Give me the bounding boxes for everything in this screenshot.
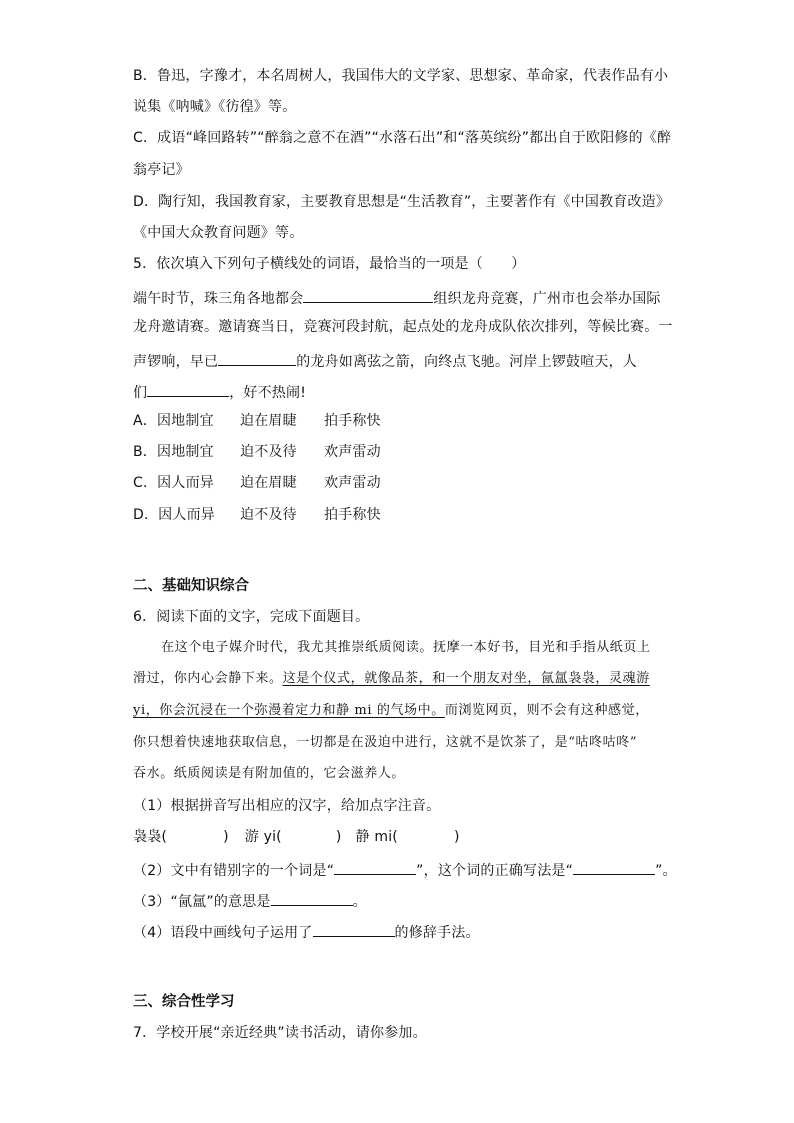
q5-option-label: A．因地制宜 (133, 413, 214, 429)
passage-line2 (133, 669, 650, 689)
underlined-sentence: 这是个仪式，就像品茶，和一个朋友对坐，氤氲袅袅，灵魂游 (282, 671, 650, 686)
q6-sub4-text: 的修辞手法。 (394, 925, 480, 941)
q5-text-segment: 们 (133, 385, 148, 401)
paren-close: ) (223, 829, 229, 845)
q5-option-word3: 拍手称快 (324, 507, 381, 523)
q4-option-c-line2: 翁亭记》 (133, 162, 190, 178)
q5-text-segment: ，好不热闹! (229, 385, 307, 401)
passage-line5: 吞水。纸质阅读是有附加值的，它会滋养人。 (133, 766, 406, 781)
q5-option-word2: 迫不及待 (240, 444, 297, 460)
q5-option-b[interactable] (133, 442, 381, 462)
q6-sub3-text: 。 (352, 894, 367, 910)
paren-close: ) (453, 829, 460, 845)
passage-line3 (133, 701, 649, 721)
q6-sub1-items (133, 827, 460, 847)
q6-sub2-blank-correct[interactable] (573, 858, 655, 875)
q6-stem: 6．阅读下面的文字，完成下面题目。 (133, 609, 370, 625)
q5-option-word2: 迫在眉睫 (240, 475, 297, 491)
q5-passage-line3 (133, 349, 637, 372)
q5-option-word3: 欢声雷动 (324, 444, 381, 460)
q5-option-word3: 欢声雷动 (324, 475, 381, 491)
q5-option-word2: 迫在眉睫 (240, 413, 297, 429)
item-jing-mi: 静 mi( (355, 829, 398, 845)
passage-line4: 你只想着快速地获取信息，一切都是在汲迫中进行，这就不是饮茶了，是“咕咚咕咚” (133, 735, 638, 750)
q5-option-c[interactable] (133, 473, 381, 493)
paren-close: ) (335, 829, 342, 845)
q4-option-d-line1: D．陶行知，我国教育家，主要教育思想是“生活教育”，主要著作有《中国教育改造》 (133, 194, 671, 210)
q5-passage-line4 (133, 380, 306, 403)
q6-sub1: （1）根据拼音写出相应的汉字，给加点字注音。 (133, 798, 441, 814)
q6-sub4 (133, 920, 480, 943)
q5-text-segment: 的龙舟如离弦之箭，向终点飞驰。河岸上锣鼓喧天，人 (296, 354, 638, 370)
passage-text: 滑过，你内心会静下来。 (133, 671, 283, 686)
q6-sub3-text: （3）“氤氲”的意思是 (133, 894, 271, 910)
q6-sub2-text: （2）文中有错别字的一个词是“ (133, 863, 335, 879)
q5-blank-1[interactable] (303, 286, 433, 303)
q7-stem: 7．学校开展“亲近经典”读书活动，请你参加。 (133, 1025, 427, 1041)
q6-sub2-text: ”，这个词的正确写法是“ (416, 863, 574, 879)
q5-text-segment: 组织龙舟竞赛，广州市也会举办国际 (433, 291, 661, 307)
q6-sub3-blank[interactable] (271, 889, 353, 906)
q6-sub2-blank-wrong[interactable] (334, 858, 416, 875)
q5-option-label: B．因地制宜 (133, 444, 214, 460)
q5-option-d[interactable] (133, 505, 381, 525)
section3-heading: 三、综合性学习 (133, 994, 235, 1010)
q6-sub2-text: ”。 (655, 863, 677, 879)
q5-passage-line1 (133, 286, 661, 309)
q5-option-label: D．因人而异 (133, 507, 215, 523)
q5-option-a[interactable] (133, 411, 381, 431)
item-niaoniao: 袅袅( (133, 829, 168, 845)
q5-option-word2: 迫不及待 (240, 507, 297, 523)
q5-text-segment: 端午时节，珠三角各地都会 (133, 291, 304, 307)
q5-blank-3[interactable] (147, 380, 229, 397)
q5-blank-2[interactable] (218, 349, 296, 366)
q5-text-segment: 声锣响，早已 (133, 354, 219, 370)
q4-option-c-line1: C．成语“峰回路转”“醉翁之意不在酒”“水落石出”和“落英缤纷”都出自于欧阳修的《醉 (133, 130, 672, 146)
q6-sub4-blank[interactable] (313, 920, 395, 937)
q6-sub2 (133, 858, 677, 881)
q6-sub4-text: （4）语段中画线句子运用了 (133, 925, 313, 941)
passage-line1: 在这个电子媒介时代，我尤其推崇纸质阅读。抚摩一本好书，目光和手指从纸页上 (161, 640, 651, 655)
q4-option-b-line2: 说集《呐喊》《彷徨》等。 (133, 99, 297, 115)
q5-option-label: C．因人而异 (133, 475, 214, 491)
q5-passage-line2: 龙舟邀请赛。邀请赛当日，竞赛河段封航，起点处的龙舟成队依次排列，等候比赛。一 (133, 319, 673, 335)
q4-option-b-line1: B．鲁迅，字豫才，本名周树人，我国伟大的文学家、思想家、革命家，代表作品有小 (133, 68, 669, 84)
q6-sub3 (133, 889, 367, 912)
item-you-yi: 游 yi( (244, 829, 282, 845)
underlined-sentence: yi，你会沉浸在一个弥漫着定力和静 mi 的气场中。 (133, 703, 445, 718)
q5-stem: 5．依次填入下列句子横线处的词语，最恰当的一项是（ ） (133, 256, 526, 272)
passage-text: 而浏览网页，则不会有这种感觉， (444, 703, 649, 718)
q5-option-word3: 拍手称快 (324, 413, 381, 429)
section2-heading: 二、基础知识综合 (133, 578, 249, 594)
q4-option-d-line2: 《中国大众教育问题》等。 (133, 225, 304, 241)
